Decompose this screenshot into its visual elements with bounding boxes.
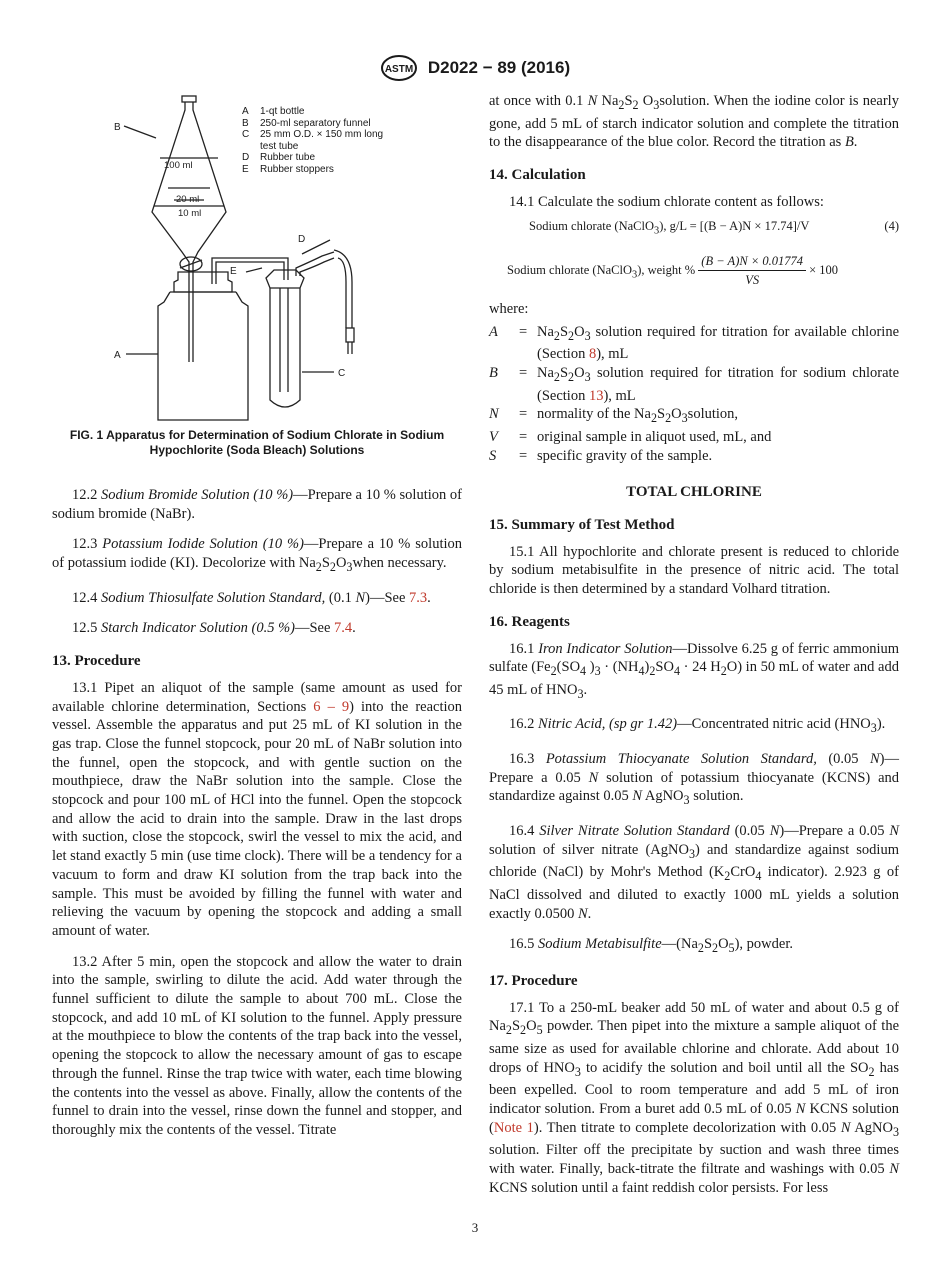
section-14-heading: 14. Calculation — [489, 167, 586, 183]
legend-item: C 25 mm O.D. × 150 mm long — [242, 129, 384, 140]
definition-row: B = $Na_2S_2O_3$ solution required for titration for sodium chlorate (Section 13), mL — [489, 365, 900, 404]
left-column — [52, 92, 462, 1140]
formula-weight-percent: Sodium chlorate (NaClO$_3$), weight % $\frac{(B - A)N \times 0.01774}{VS}$ × 100 — [489, 252, 899, 290]
legend-item: E Rubber stoppers — [242, 163, 334, 175]
svg-text:100 ml: 100 ml — [164, 160, 193, 171]
standard-designation: D2022 − 89 (2016) — [427, 58, 571, 77]
paragraph-13-2: 13.2 After 5 min, open the stopcock and allow the water to drain into the sample, swirling to dilute the acid. Add water through the funnel sufficient to dilute the sample to about 700 mL. Close the stopcock, and add 10 mL of KI solution to the funnel. Apply pressure at the mouthpiece to blow the contents of the trap back into the vessel, opening the stopcock to allow the necessary amount of gas to escape through the funnel. Rinse the trap twice with water, each time blowing the contents into the vessel as above. Finally, allow the contents of the funnel to drain into the vessel, rinse down the funnel and stopper, and thoroughly mix the contents of the vessel. Titrate — [52, 953, 462, 1138]
paragraph-12-2: 12.2 Sodium Bromide Solution (10 %)—Prepare a 10 % solution of sodium bromide (NaBr). — [52, 487, 462, 522]
figure-1 — [52, 92, 462, 422]
paragraph-16-3: 16.3 Potassium Thiocyanate Solution Standard, (0.05 N)— Prepare a 0.05 N solution of potassium thiocyanate (KCNS) and standardize against 0.05 N AgNO$_3$ solution. — [489, 751, 900, 808]
fraction: $\frac{(B - A)N \times 0.01774}{VS}$ — [698, 252, 806, 290]
variable-definitions — [489, 323, 899, 466]
paragraph-16-5: 16.5 Sodium $Metabisulfite—(Na_2S_2O_5)$, powder. — [509, 936, 793, 956]
svg-text:D: D — [298, 234, 306, 245]
paragraph-17-1: 17.1 To a 250-mL beaker add 50 mL of water and about 0.5 g of $Na_2S_2O_5$ powder. Then pipet into the mixture a sample aliquot of the same size as used for available chlorine and chlorate. Add about 10 drops of $HNO_3$ to acidify the solution and boil until all the $SO_2$ has been expelled. Cool to room temperature and add 5 mL of iron indicator solution. From a buret add 0.5 mL of 0.05 N KCNS solution (Note 1). Then titrate to complete decolorization with 0.05 N AgNO$_3$ solution. Filter off the precipitate by suction and wash three times with water. Finally, back-titrate the filtrate and washings with 0.05 N KCNS solution until a faint reddish color persists. For less — [489, 999, 900, 1196]
legend-item: A 1-qt bottle — [242, 106, 305, 117]
definition-row: V = original sample in aliquot used, mL, and — [489, 428, 772, 445]
section-link[interactable]: 6 – 9 — [313, 698, 350, 715]
section-link[interactable]: 7.4 — [334, 620, 353, 637]
paragraph-16-1: 16.1 Iron Indicator Solution—Dissolve 6.25 g of ferric ammonium sulfate ($Fe_2(SO_4$ )$_3 \cdot (NH_4)_2SO_4 \cdot 24$ $H_2O$) in 50 mL of water and add 45 mL of $HNO_3$. — [489, 640, 899, 701]
paragraph-16-4: 16.4 Silver Nitrate Solution Standard (0.05 N)—Prepare a 0.05 N solution of silver nitrate (AgNO$_3$) and standardize against sodium chloride (NaCl) by Mohr's Method ($K_2CrO_4$ indicator). 2.923 g of NaCl dissolved and diluted to exactly 1000 mL yields a solution exactly 0.0500 N. — [489, 823, 900, 922]
definition-row: A = $Na_2S_2O_3$ solution required for titration for available chlorine (Section 8), mL — [489, 323, 900, 363]
definition-row: S = specific gravity of the sample. — [489, 447, 713, 464]
legend-item: D Rubber tube — [242, 152, 316, 163]
section-17-heading: 17. Procedure — [489, 972, 578, 989]
definition-row: N = normality of the $Na_2S_2O_3solution$, — [489, 406, 739, 426]
paragraph-12-5: 12.5 Starch Indicator Solution (0.5 %)—See 7.4. — [72, 620, 356, 637]
svg-text:B: B — [114, 122, 121, 133]
paragraph-15-1: 15.1 All hypochlorite and chlorate present is reduced to chloride by sodium metabisulfite in the presence of nitric acid. The total chloride is then determined by a standard Volhard titration. — [489, 543, 899, 598]
svg-text:E: E — [230, 266, 237, 277]
section-link[interactable]: 13 — [588, 387, 604, 404]
svg-text:10 ml: 10 ml — [178, 208, 202, 219]
paragraph-14-1: 14.1 Calculate the sodium chlorate content as follows: — [509, 193, 824, 210]
right-column — [489, 92, 899, 1197]
legend-item: test tube — [260, 140, 299, 152]
section-link[interactable]: 8 — [588, 346, 597, 363]
paragraph-13-2-continued: at once with 0.1 N $Na_2S_2$ $O_3solution$. When the iodine color is nearly gone, add 5 mL of starch indicator solution and complete the titration to the disappearance of the blue color. Record the titration as B. — [489, 93, 899, 151]
note-link[interactable]: Note 1 — [493, 1119, 534, 1136]
svg-text:ASTM: ASTM — [384, 64, 414, 75]
legend-item: B 250-ml separatory funnel — [242, 117, 371, 129]
astm-logo-icon — [380, 54, 418, 82]
page-number: 3 — [471, 1220, 479, 1235]
total-chlorine-heading: TOTAL CHLORINE — [626, 484, 762, 501]
where-label: where: — [489, 301, 529, 318]
section-16-heading: 16. Reagents — [489, 613, 570, 630]
paragraph-12-4: 12.4 Sodium Thiosulfate Solution Standard, (0.1 N)—See 7.3. — [72, 589, 431, 606]
section-15-heading: 15. Summary of Test Method — [489, 517, 675, 534]
figure-legend — [242, 106, 383, 175]
section-13-heading: 13. Procedure — [52, 653, 141, 670]
paragraph-13-1: 13.1 Pipet an aliquot of the sample (same amount as used for available chlorine determination, Sections 6 – 9) into the reaction vessel. Assemble the apparatus and put 25 mL of KI solution in the gas trap. Close the funnel stopcock, pour 20 mL of NaBr solution into the funnel, open the stopcock, and with gentle suction on the mouthpiece, draw the NaBr solution into the sample. Close the stopcock and pour 100 mL of HCl into the funnel. Open the stopcock and allow the acid to drain into the sample. Draw in the last drops with suction, close the stopcock, swirl the vessel to mix the acid, and let stand exactly 5 min (use time clock). There will be a tendency for a vacuum to form and draw KI solution from the trap back into the sample. This must be avoided by filling the funnel with water and relieving the vacuum by opening the stopcock and adding a small amount of water. — [52, 679, 463, 939]
svg-text:A: A — [114, 350, 121, 361]
svg-text:20 ml: 20 ml — [176, 194, 200, 205]
section-link[interactable]: 7.3 — [409, 589, 428, 606]
formula-g-per-l: Sodium chlorate (NaClO$_3$), g/L = [(B − A)N × 17.74]/V (4) — [529, 219, 899, 237]
paragraph-12-3: 12.3 Potassium Iodide Solution (10 %)—Prepare a 10 % solution of potassium iodide (KI). Decolorize with $Na_2S_2O_3when$ necessary. — [52, 536, 463, 574]
svg-text:C: C — [338, 368, 346, 379]
paragraph-16-2: 16.2 Nitric Acid, (sp gr 1.42)—Concentrated nitric acid $(HNO_3)$. — [509, 716, 886, 736]
page-header — [0, 54, 950, 82]
equation-number: (4) — [884, 219, 899, 234]
figure-caption: FIG. 1 Apparatus for Determination of Sodium Chlorate in Sodium Hypochlorite (Soda Bleach) Solutions — [69, 428, 445, 457]
